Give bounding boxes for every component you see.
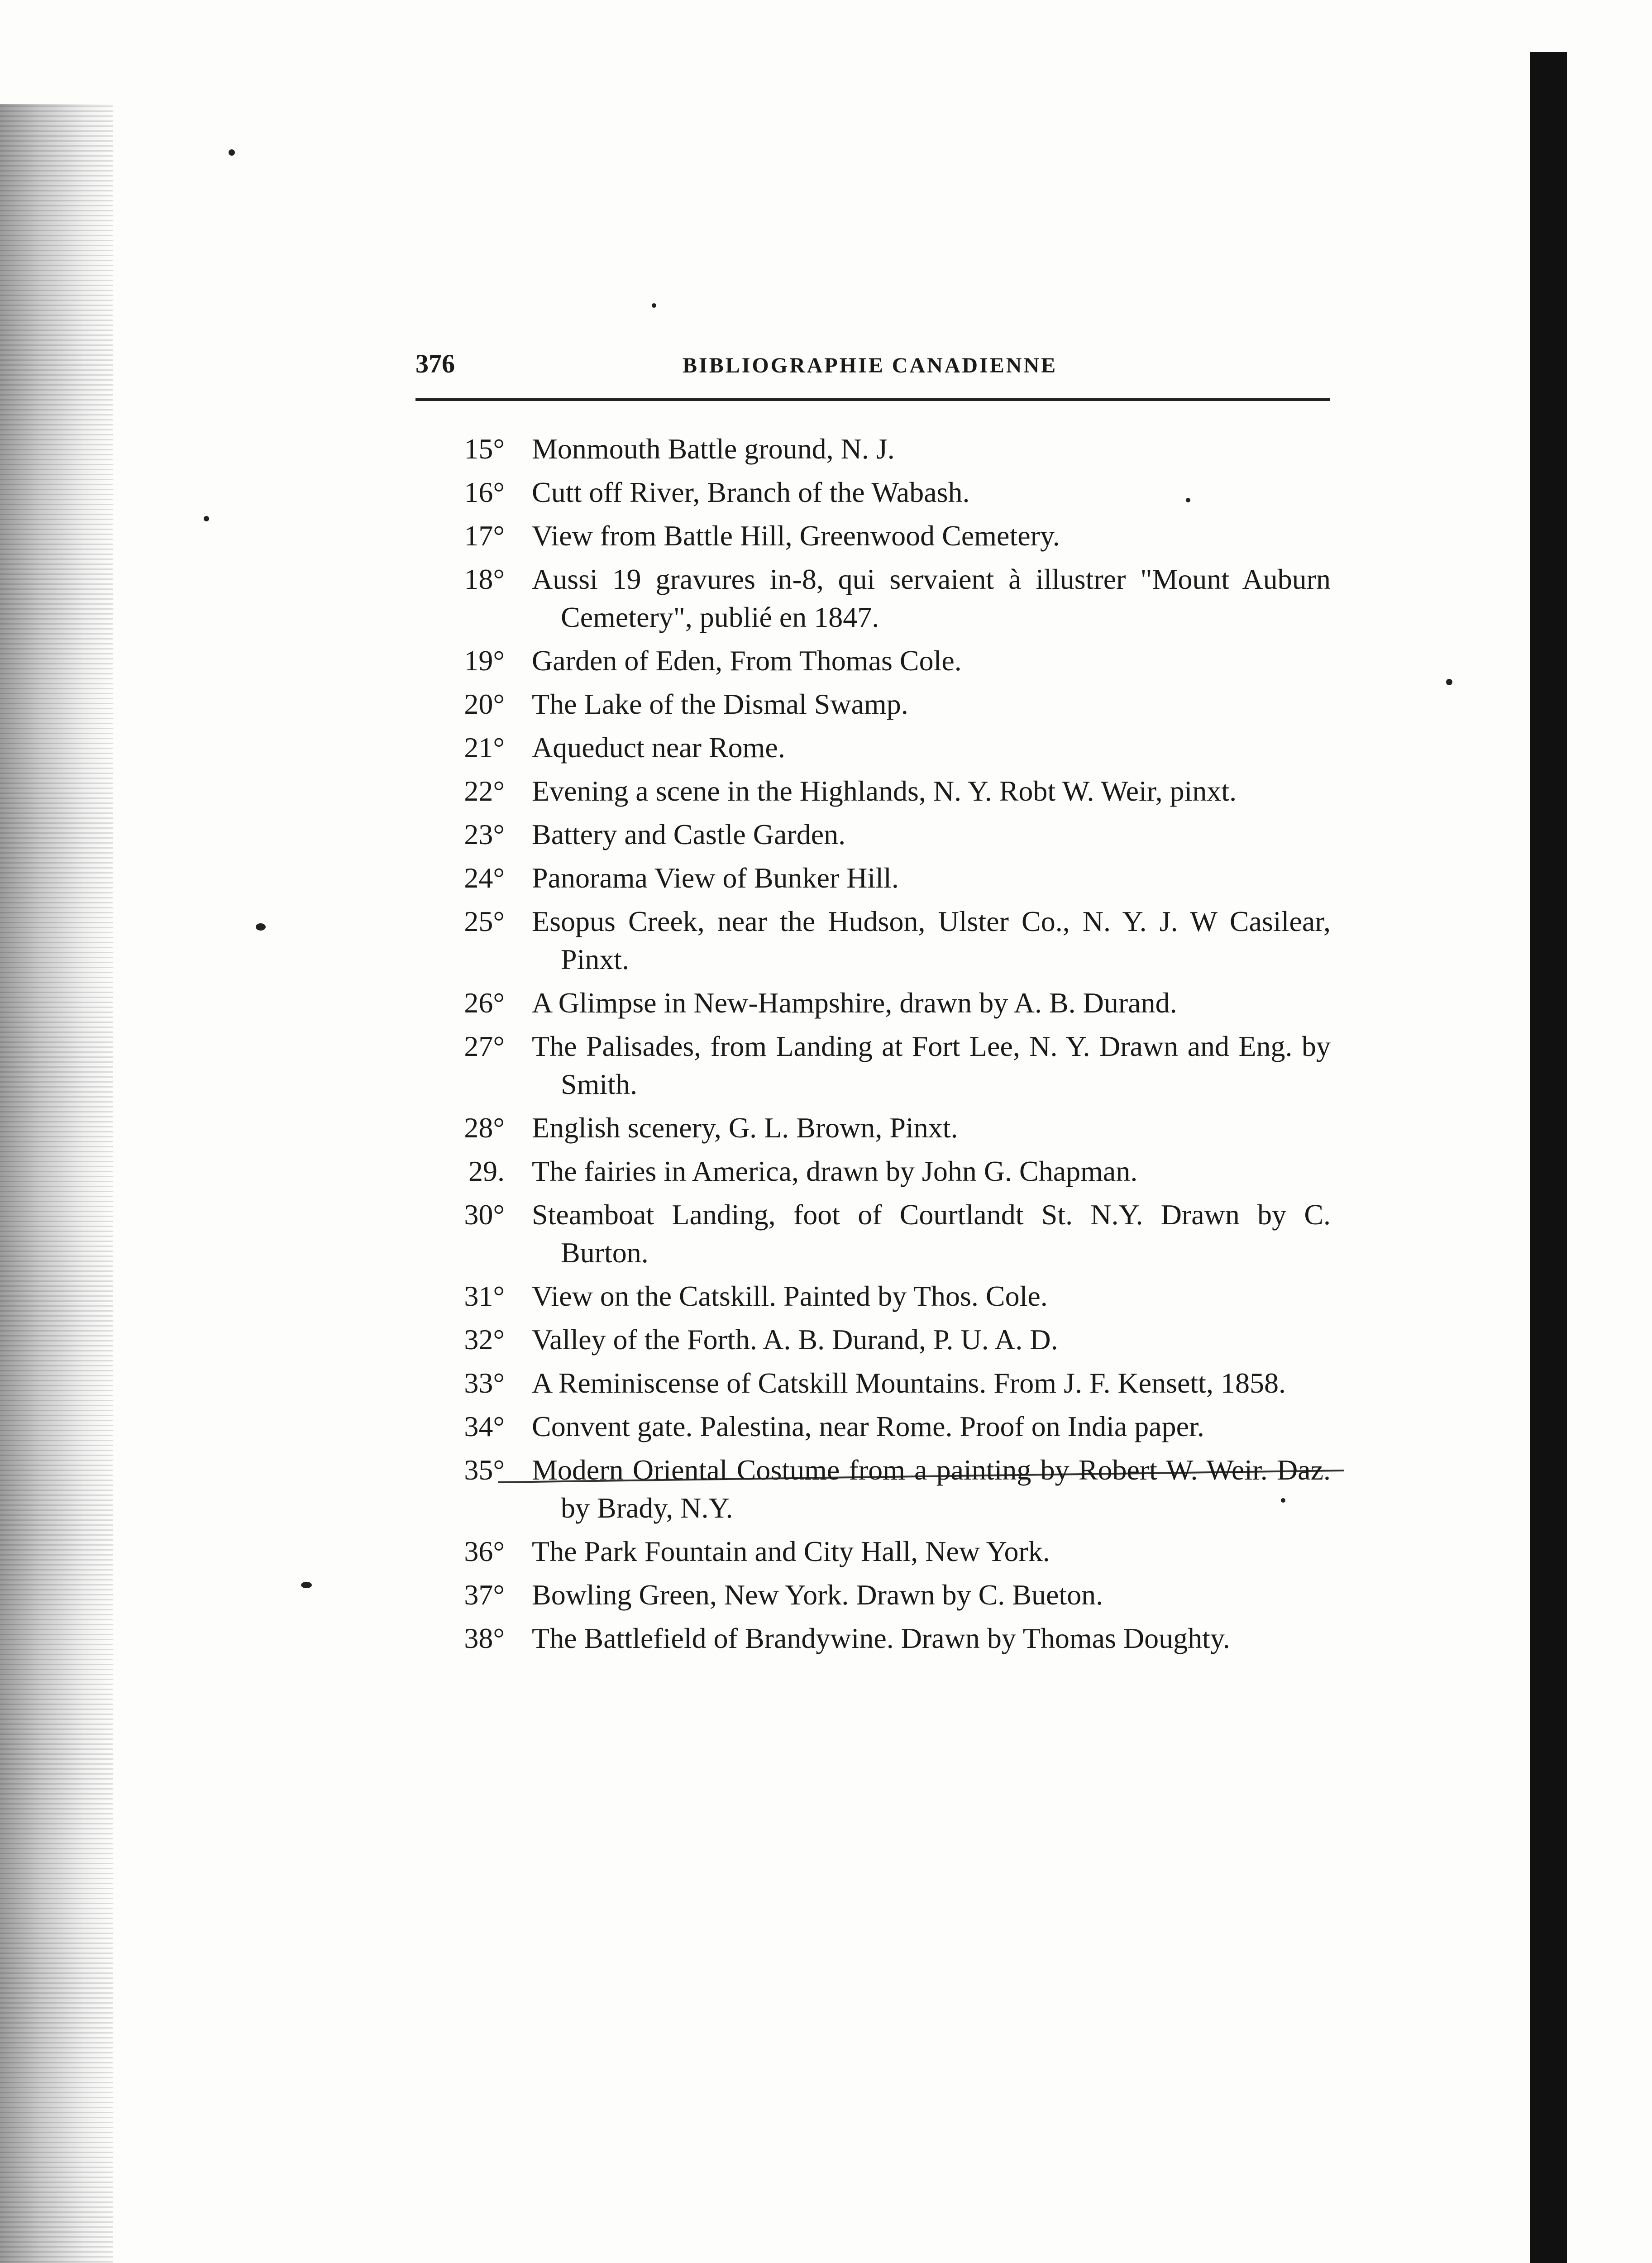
list-item: [407, 1027, 1331, 1103]
entry-number: 20°: [464, 688, 505, 720]
entry-number: 33°: [464, 1367, 505, 1399]
entry-number: 24°: [464, 862, 505, 894]
entry-number: 22°: [464, 775, 505, 807]
entry-text: Convent gate. Palestina, near Rome. Proof on India paper.: [532, 1410, 1204, 1442]
scan-left-edge-shadow: [0, 104, 113, 2263]
entry-number: 19°: [464, 645, 505, 677]
entry-text: The fairies in America, drawn by John G. Chapman.: [532, 1155, 1138, 1187]
entry-text: Modern Oriental Costume from a painting by Robert W. Weir. Daz. by Brady, N.Y.: [532, 1454, 1331, 1524]
entry-text: Monmouth Battle ground, N. J.: [532, 433, 895, 465]
entry-number: 17°: [464, 520, 505, 552]
entry-text: The Lake of the Dismal Swamp.: [532, 688, 908, 720]
list-item: [407, 1277, 1331, 1315]
entry-number: 15°: [464, 433, 505, 465]
entry-text: View from Battle Hill, Greenwood Cemetery.: [532, 520, 1060, 552]
running-head: BIBLIOGRAPHIE CANADIENNE: [683, 353, 1058, 377]
entry-text: The Palisades, from Landing at Fort Lee, N. Y. Drawn and Eng. by Smith.: [532, 1030, 1331, 1100]
scan-speck: [229, 149, 235, 156]
list-item: [407, 1152, 1331, 1190]
entry-text: A Glimpse in New-Hampshire, drawn by A. B. Durand.: [532, 987, 1177, 1019]
entry-number: 26°: [464, 987, 505, 1019]
entry-number: 35°: [464, 1454, 505, 1486]
page-header: [415, 349, 1330, 401]
list-item: [407, 729, 1331, 767]
entry-number: 29.: [468, 1155, 505, 1187]
entry-text: Evening a scene in the Highlands, N. Y. Robt W. Weir, pinxt.: [532, 775, 1237, 807]
entry-number: 38°: [464, 1622, 505, 1654]
list-item: [407, 902, 1331, 979]
scan-speck: [204, 516, 209, 521]
entry-text: Aqueduct near Rome.: [532, 731, 785, 764]
entry-number: 37°: [464, 1579, 505, 1611]
entry-text: Aussi 19 gravures in-8, qui servaient à illustrer "Mount Auburn Cemetery", publié en 1847.: [532, 563, 1331, 633]
page-number: 376: [415, 349, 455, 378]
entry-number: 34°: [464, 1410, 505, 1442]
list-item: [407, 1451, 1331, 1527]
entry-number: 27°: [464, 1030, 505, 1062]
entry-text: View on the Catskill. Painted by Thos. Cole.: [532, 1280, 1048, 1312]
scan-speck: [652, 303, 656, 308]
list-item: [407, 1619, 1331, 1657]
entry-text: Valley of the Forth. A. B. Durand, P. U. A. D.: [532, 1323, 1058, 1356]
entry-text: English scenery, G. L. Brown, Pinxt.: [532, 1112, 958, 1144]
list-item: [407, 984, 1331, 1022]
list-item: [407, 430, 1331, 468]
entry-number: 21°: [464, 731, 505, 764]
list-item: [407, 560, 1331, 636]
entry-number: 16°: [464, 476, 505, 508]
list-item: [407, 1196, 1331, 1272]
list-item: [407, 1408, 1331, 1446]
entry-text: Cutt off River, Branch of the Wabash.: [532, 476, 970, 508]
entry-number: 30°: [464, 1198, 505, 1231]
entry-text: Garden of Eden, From Thomas Cole.: [532, 645, 962, 677]
list-item: [407, 772, 1331, 810]
list-item: [407, 859, 1331, 897]
list-item: [407, 1321, 1331, 1359]
entry-number: 31°: [464, 1280, 505, 1312]
list-item: [407, 642, 1331, 680]
entry-number: 28°: [464, 1112, 505, 1144]
entry-text: A Reminiscense of Catskill Mountains. From J. F. Kensett, 1858.: [532, 1367, 1286, 1399]
entry-number: 32°: [464, 1323, 505, 1356]
list-item: [407, 1364, 1331, 1402]
list-item: [407, 517, 1331, 555]
entry-text: Bowling Green, New York. Drawn by C. Bueton.: [532, 1579, 1103, 1611]
entry-text: The Park Fountain and City Hall, New York.: [532, 1535, 1050, 1567]
entry-list: [407, 430, 1331, 1663]
list-item: [407, 1576, 1331, 1614]
entry-number: 23°: [464, 818, 505, 850]
entry-text: Esopus Creek, near the Hudson, Ulster Co., N. Y. J. W Casilear, Pinxt.: [532, 905, 1331, 975]
list-item: [407, 685, 1331, 723]
list-item: [407, 816, 1331, 854]
scan-right-edge-bar: [1530, 52, 1567, 2263]
entry-text: Battery and Castle Garden.: [532, 818, 846, 850]
scan-speck: [256, 923, 266, 931]
entry-number: 18°: [464, 563, 505, 595]
list-item: [407, 473, 1331, 511]
entry-text: Panorama View of Bunker Hill.: [532, 862, 899, 894]
scan-speck: [1446, 679, 1452, 685]
scan-speck: [301, 1582, 312, 1588]
list-item: [407, 1533, 1331, 1571]
entry-text: Steamboat Landing, foot of Courtlandt St. N.Y. Drawn by C. Burton.: [532, 1198, 1331, 1269]
list-item: [407, 1109, 1331, 1147]
entry-number: 36°: [464, 1535, 505, 1567]
entry-number: 25°: [464, 905, 505, 937]
entry-text: The Battlefield of Brandywine. Drawn by Thomas Doughty.: [532, 1622, 1230, 1654]
